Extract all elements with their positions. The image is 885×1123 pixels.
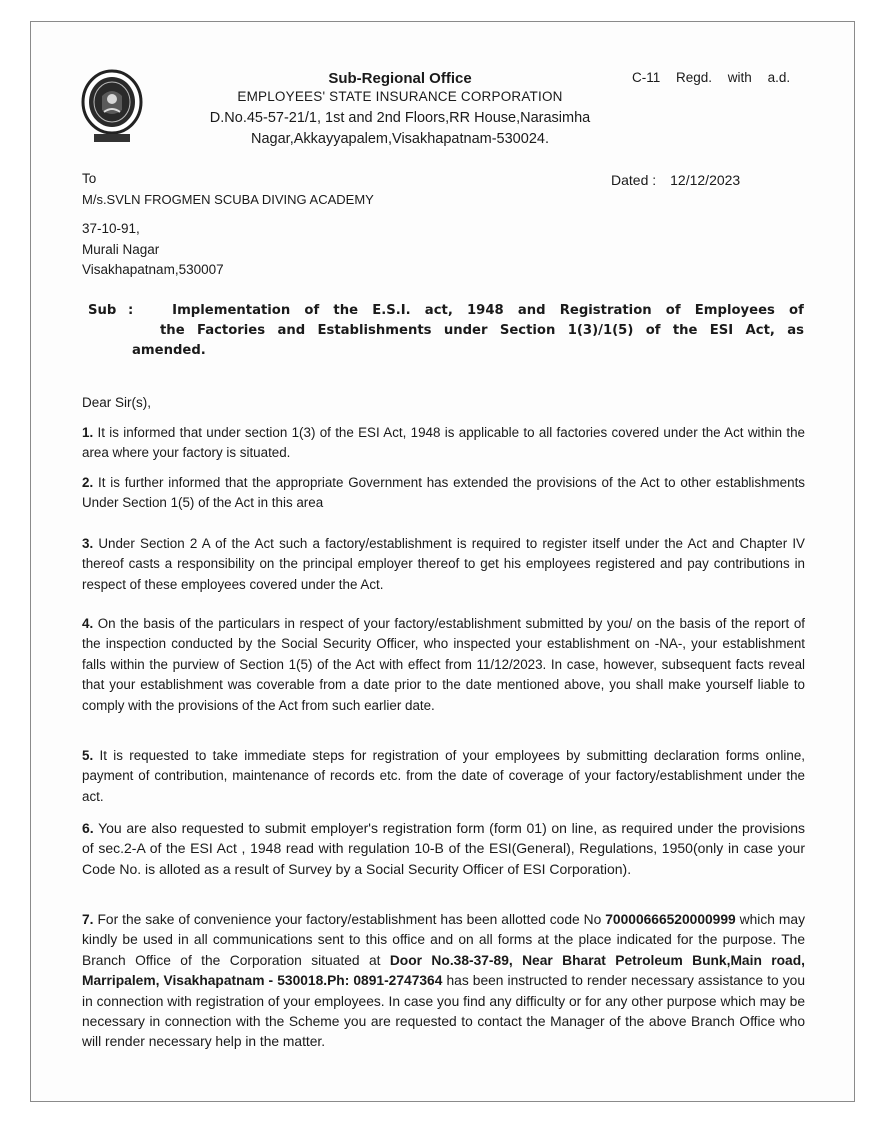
paragraph-3	[82, 534, 805, 595]
subject-word: of	[665, 303, 681, 318]
paragraph-1	[82, 423, 805, 464]
paragraph-text: You are also requested to submit employer's registration form (form 01) on line, as required under the provisions of sec.2-A of the ESI Act , 1948 read with regulation 10-B of the ESI(General), Regulations, 1950(only in case your Code No. is alloted as a result of Survey by a Social Security Officer of ESI Corporation).	[82, 820, 806, 877]
paragraph-text: On the basis of the particulars in respect of your factory/establishment submitted by you/ on the basis of the report of the inspection conducted by the Social Security Officer, who inspected your establishment on -NA-, your establishment falls within the purview of Section 1(5) of the Act with effect from 11/12/2023. In case, however, subsequent facts reveal that your establishment was coverable from a date prior to the date mentioned above, you shall make yourself liable to comply with the provisions of the Act from such earlier date.	[82, 616, 805, 713]
recipient-address-line-1: 37-10-91,	[82, 221, 140, 236]
paragraph-text: which may kindly be used in all communications sent to this office and on all forms at the place indicated for the purpose. The Branch Office of the Corporation situated at	[82, 912, 805, 968]
subject-word: of	[645, 323, 661, 338]
paragraph-number: 3.	[82, 536, 94, 551]
branch-office-address: Door No.38-37-89, Near Bharat Petroleum Bunk,Main road, Marripalem, Visakhapatnam - 530018.Ph: 0891-2747364	[82, 952, 805, 989]
subject-word: under	[443, 323, 488, 338]
subject-line-3: amended.	[132, 343, 206, 358]
to-label: To	[82, 171, 97, 186]
form-code: C-11	[632, 70, 661, 85]
paragraph-text: For the sake of convenience your factory/establishment has been allotted code No	[97, 912, 602, 927]
paragraph-number: 2.	[82, 475, 94, 490]
dispatch-mode: Regd. with a.d.	[676, 70, 791, 85]
salutation: Dear Sir(s),	[82, 395, 152, 410]
paragraph-number: 1.	[82, 425, 94, 440]
paragraph-6	[82, 818, 805, 879]
subject-word: of	[304, 303, 320, 318]
office-address-line-1: D.No.45-57-21/1, 1st and 2nd Floors,RR House,Narasimha	[209, 110, 591, 126]
paragraph-2	[82, 473, 805, 514]
esic-emblem-icon	[80, 66, 144, 146]
subject-word: act,	[424, 303, 453, 318]
subject-word: E.S.I.	[372, 303, 411, 318]
subject-word: Implementation	[172, 303, 291, 318]
paragraph-number: 6.	[82, 820, 94, 836]
subject-block	[88, 301, 804, 361]
paragraph-4	[82, 614, 805, 716]
paragraph-number: 4.	[82, 616, 94, 631]
subject-word: and	[277, 323, 306, 338]
subject-word: as	[787, 323, 804, 338]
date-value: 12/12/2023	[670, 172, 741, 188]
subject-word: 1(3)/1(5)	[567, 323, 634, 338]
subject-word: the	[160, 323, 185, 338]
paragraph-text: It is further informed that the appropriate Government has extended the provisions of the Act to other establishments Under Section 1(5) of the Act in this area	[82, 475, 805, 511]
subject-label: Sub	[88, 303, 117, 318]
subject-word: the	[672, 323, 698, 338]
subject-word: Factories	[196, 323, 266, 338]
subject-word: 1948	[466, 303, 504, 318]
subject-word: and	[517, 303, 546, 318]
subject-word: Registration	[559, 303, 652, 318]
subject-separator: :	[128, 303, 134, 318]
recipient-address-line-3: Visakhapatnam,530007	[82, 262, 224, 277]
subject-word: Establishments	[317, 323, 432, 338]
subject-word: Employees	[694, 303, 775, 318]
form-reference	[632, 70, 790, 85]
paragraph-number: 5.	[82, 748, 94, 763]
office-name: Sub-Regional Office	[328, 70, 472, 87]
paragraph-text: has been instructed to render necessary assistance to you in connection with registration of your employees. In case you find any difficulty or for any other purpose which may be necessary in connection with the Scheme you are requested to contact the Manager of the above Branch Office who will render necessary help in the matter.	[82, 973, 805, 1050]
subject-word: of	[789, 303, 804, 318]
paragraph-text: It is requested to take immediate steps for registration of your employees by submitting declaration forms online, payment of contribution, maintenance of records etc. from the date of coverage of your factory/establishment under the act.	[82, 748, 805, 804]
subject-word: Act,	[745, 323, 775, 338]
paragraph-5	[82, 746, 805, 807]
allotted-code: 70000666520000999	[605, 912, 736, 927]
paragraph-text: It is informed that under section 1(3) of the ESI Act, 1948 is applicable to all factories covered under the Act within the area where your factory is situated.	[82, 425, 806, 461]
paragraph-7	[82, 910, 805, 1053]
subject-word: ESI	[709, 323, 734, 338]
date-label: Dated :	[611, 172, 657, 188]
office-address-line-2: Nagar,Akkayyapalem,Visakhapatnam-530024.	[251, 131, 549, 147]
date-line	[611, 172, 740, 188]
recipient-name: M/s.SVLN FROGMEN SCUBA DIVING ACADEMY	[82, 192, 374, 207]
subject-word: Section	[499, 323, 556, 338]
corporation-name: EMPLOYEES' STATE INSURANCE CORPORATION	[237, 89, 563, 104]
recipient-address-line-2: Murali Nagar	[82, 242, 160, 257]
subject-word: the	[333, 303, 359, 318]
paragraph-number: 7.	[82, 912, 94, 927]
paragraph-text: Under Section 2 A of the Act such a factory/establishment is required to register itself under the Act and Chapter IV thereof casts a responsibility on the principal employer thereof to get his employees registered and pay contributions in respect of these employees covered under the Act.	[82, 536, 805, 592]
